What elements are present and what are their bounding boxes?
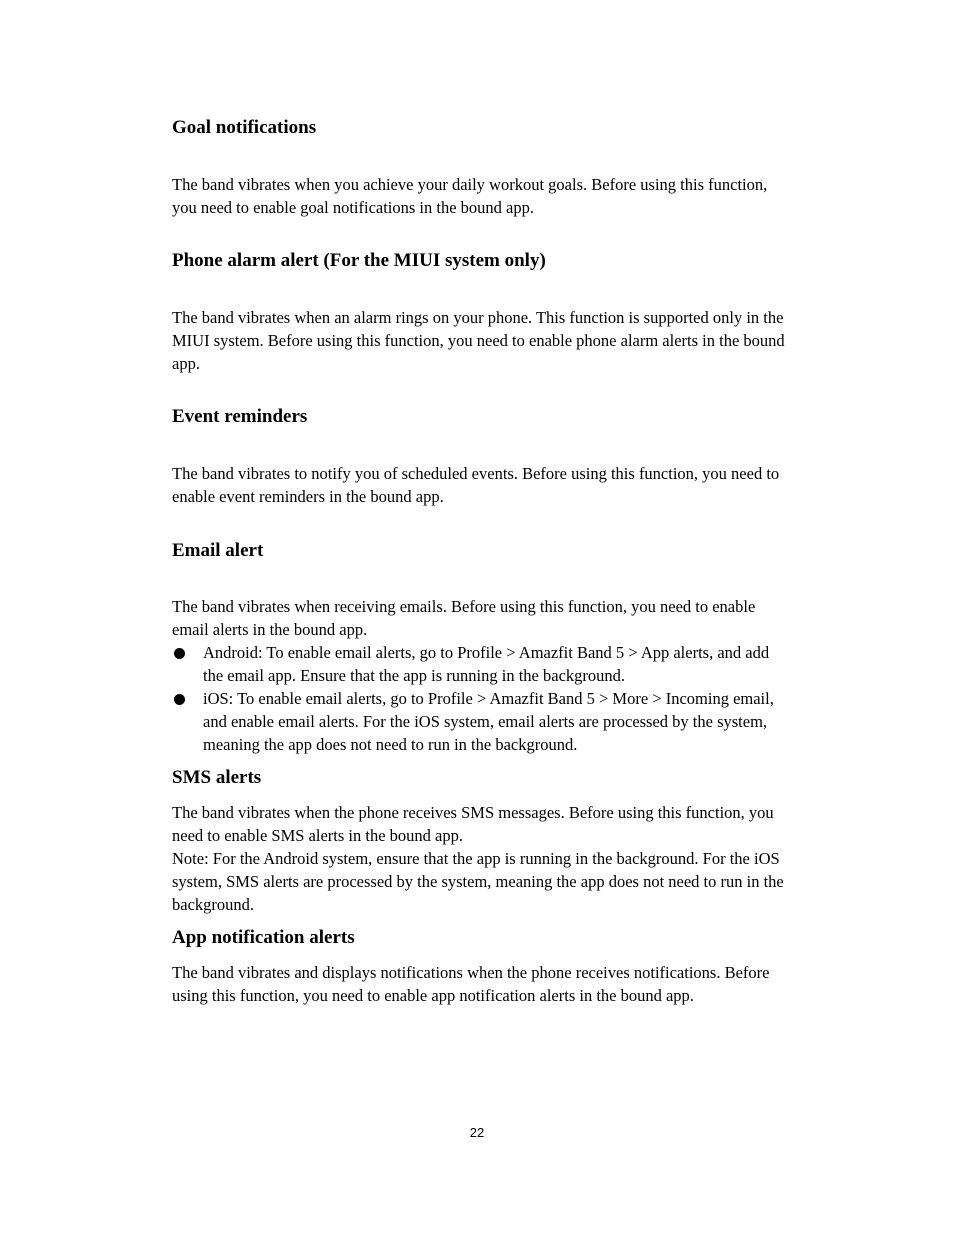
bullet-icon — [174, 694, 185, 705]
section-heading-email-alert: Email alert — [172, 540, 264, 561]
list-item-text: Android: To enable email alerts, go to Profile > Amazfit Band 5 > App alerts, and add the email app. Ensure that the app is running in the background. — [203, 643, 770, 685]
list-item — [172, 641, 792, 687]
section-paragraph: The band vibrates to notify you of scheduled events. Before using this function, you need to enable event reminders in the bound app. — [172, 464, 780, 506]
bullet-icon — [174, 648, 185, 659]
list-item — [172, 687, 792, 756]
section-paragraph: The band vibrates and displays notifications when the phone receives notifications. Before using this function, you need to enable app notification alerts in the bound app. — [172, 963, 770, 1005]
section-heading-goal-notifications: Goal notifications — [172, 117, 317, 138]
section-note: Note: For the Android system, ensure that the app is running in the background. For the iOS system, SMS alerts are processed by the system, meaning the app does not need to run in the background. — [172, 849, 784, 914]
section-paragraph: The band vibrates when you achieve your daily workout goals. Before using this function, you need to enable goal notifications in the bound app. — [172, 175, 768, 217]
section-heading-sms-alerts: SMS alerts — [172, 767, 262, 788]
section-heading-event-reminders: Event reminders — [172, 406, 308, 427]
page-number: 22 — [469, 1125, 485, 1140]
email-alert-bullet-list — [172, 641, 792, 756]
section-heading-app-notification-alerts: App notification alerts — [172, 927, 355, 948]
section-paragraph: The band vibrates when an alarm rings on your phone. This function is supported only in the MIUI system. Before using this function, you need to enable phone alarm alerts in the bound app. — [172, 308, 785, 373]
section-paragraph: The band vibrates when receiving emails. Before using this function, you need to enable email alerts in the bound app. — [172, 597, 756, 639]
section-paragraph: The band vibrates when the phone receives SMS messages. Before using this function, you need to enable SMS alerts in the bound app. — [172, 803, 774, 845]
list-item-text: iOS: To enable email alerts, go to Profile > Amazfit Band 5 > More > Incoming email, and enable email alerts. For the iOS system, email alerts are processed by the system, meaning the app does not need to run in the background. — [203, 689, 774, 754]
section-heading-phone-alarm-alert: Phone alarm alert (For the MIUI system only) — [172, 250, 546, 271]
